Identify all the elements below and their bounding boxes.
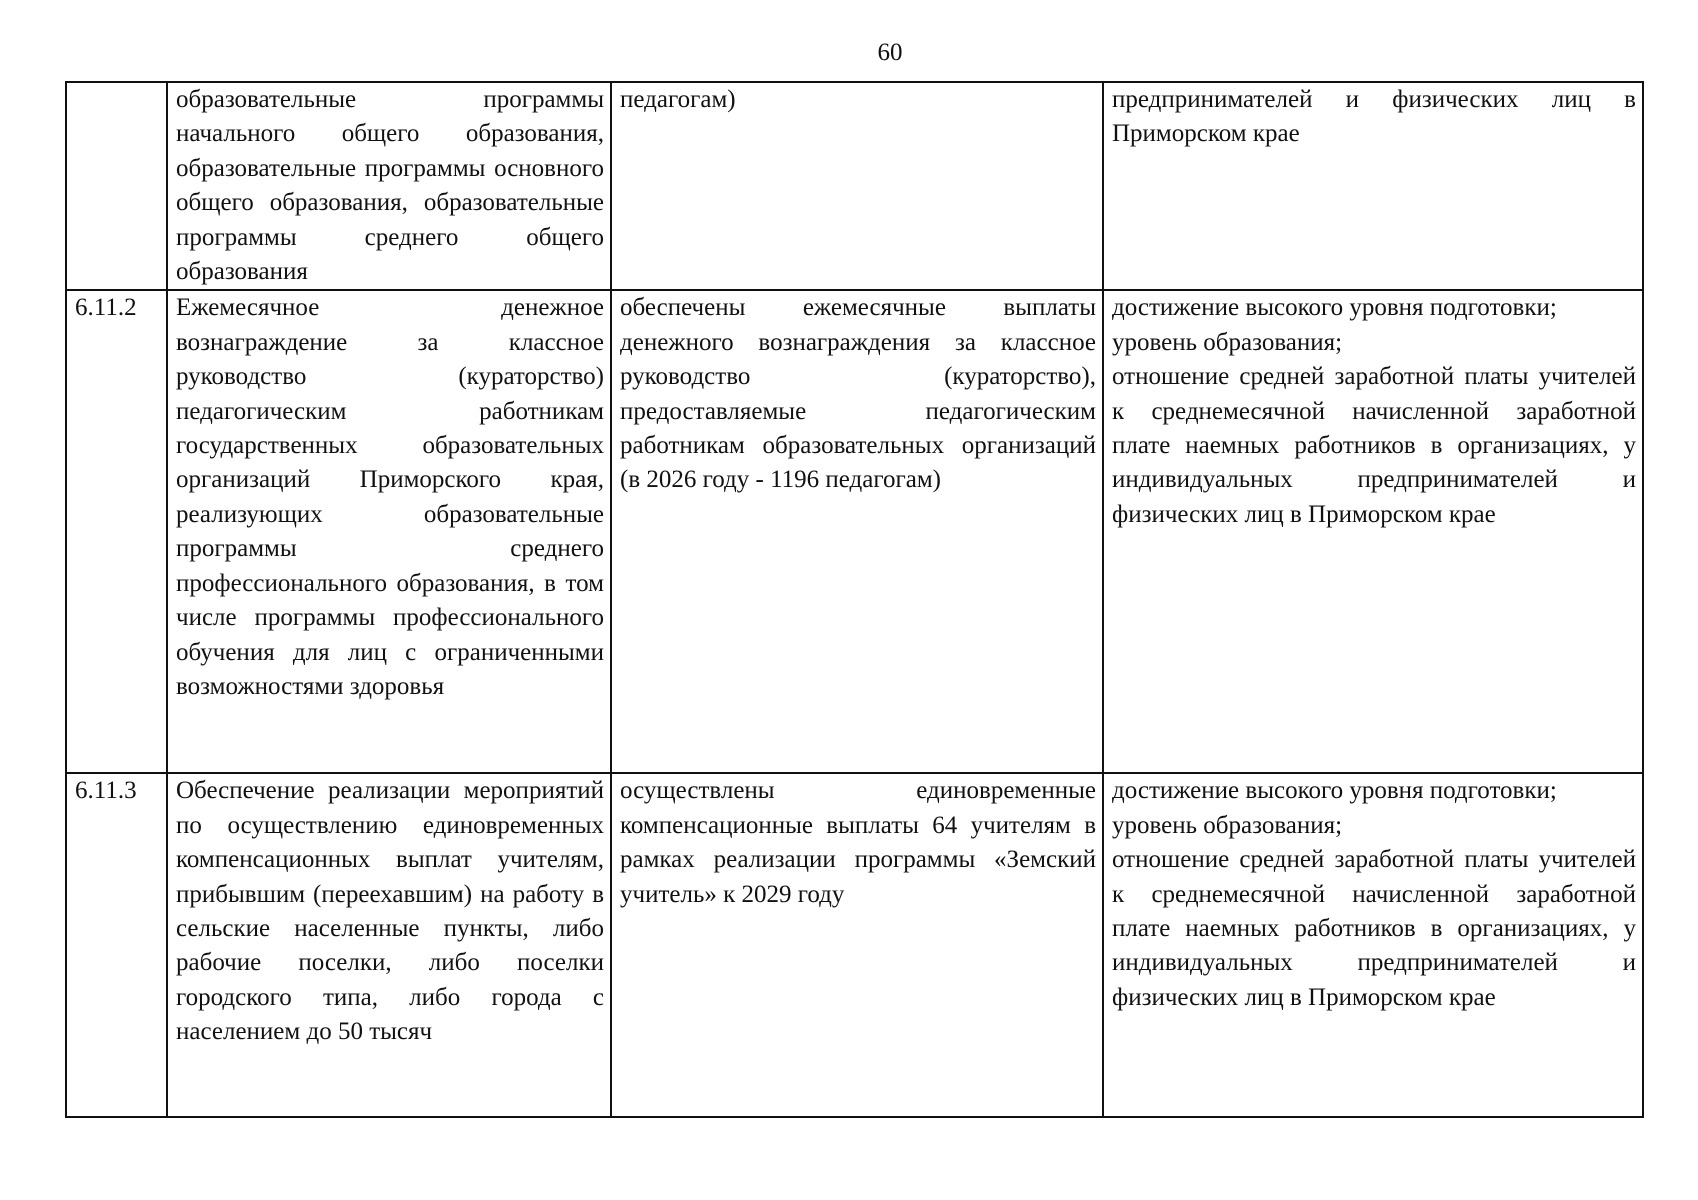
indicator-cell <box>1103 773 1643 1117</box>
row-number-cell: 6.11.3 <box>66 773 167 1117</box>
indicator-line: достижение высокого уровня подготовки; <box>1112 777 1557 805</box>
indicator-line: отношение средней заработной платы учителей к среднемесячной начисленной заработной плате наемных работников в организациях, у индивидуальных предпринимателей и физических лиц в Приморском крае <box>1112 363 1636 528</box>
result-text: осуществлены единовременные компенсационные выплаты 64 учителям в рамках реализации программы «Земский учитель» к 2029 году <box>620 777 1096 908</box>
indicator-line: уровень образования; <box>1112 811 1343 839</box>
result-text: педагогам) <box>620 86 736 113</box>
indicator-line: отношение средней заработной платы учителей к среднемесячной начисленной заработной плате наемных работников в организациях, у индивидуальных предпринимателей и физических лиц в Приморском крае <box>1112 846 1636 1011</box>
indicator-line: достижение высокого уровня подготовки; <box>1112 294 1557 322</box>
result-cell <box>611 773 1103 1117</box>
result-cell <box>611 290 1103 773</box>
table-row <box>66 290 1643 773</box>
indicator-line: уровень образования; <box>1112 328 1343 356</box>
event-cell <box>167 773 611 1117</box>
event-text: Обеспечение реализации мероприятий по осуществлению единовременных компенсационных выплат учителям, прибывшим (переехавшим) на работу в сельские населенные пункты, либо рабочие поселки, либо поселки городского типа, либо города с населением до 50 тысяч <box>176 777 604 1046</box>
indicator-cell <box>1103 290 1643 773</box>
row-number-cell <box>66 82 167 290</box>
event-cell <box>167 82 611 290</box>
event-text: образовательные программы начального общего образования, образовательные программы основного общего образования, образовательные программы среднего общего образования <box>176 86 604 286</box>
event-text: Ежемесячное денежное вознаграждение за классное руководство (кураторство) педагогическим работникам государственных образовательных организаций Приморского края, реализующих образовательные программы среднего профессионального образования, в том числе программы профессионального обучения для лиц с ограниченными возможностями здоровья <box>176 294 604 700</box>
row-number-cell: 6.11.2 <box>66 290 167 773</box>
result-text: обеспечены ежемесячные выплаты денежного вознаграждения за классное руководство (кураторство), предоставляемые педагогическим работникам образовательных организаций (в 2026 году - 1196 педагогам) <box>620 294 1096 494</box>
table-row <box>66 773 1643 1117</box>
indicator-text: предпринимателей и физических лиц в Приморском крае <box>1112 86 1636 148</box>
table-row <box>66 82 1643 290</box>
event-cell <box>167 290 611 773</box>
result-cell <box>611 82 1103 290</box>
page-number: 60 <box>877 39 903 66</box>
indicator-cell <box>1103 82 1643 290</box>
measures-table <box>65 81 1644 1118</box>
